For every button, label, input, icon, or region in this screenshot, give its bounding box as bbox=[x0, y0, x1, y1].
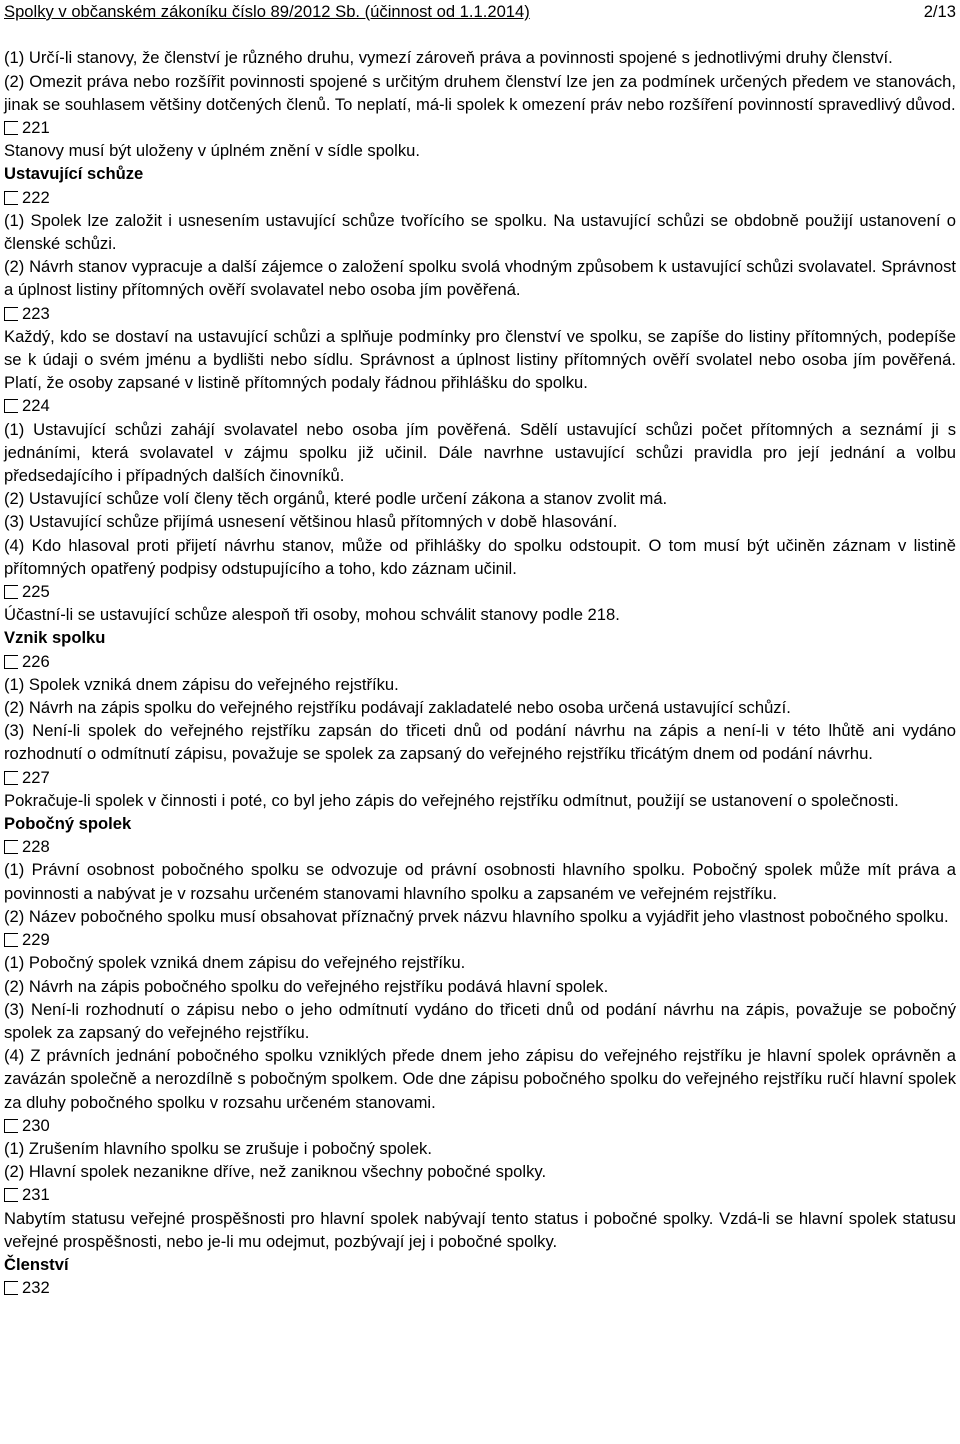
section-number bbox=[4, 186, 956, 209]
paragraph: (4) Z právních jednání pobočného spolku vzniklých přede dnem jeho zápisu do veřejného rejstříku je hlavní spolek oprávněn a zavázán společně a nerozdílně s pobočným spolkem. Ode dne zápisu pobočného spolku do veřejného rejstříku ručí hlavní spolek za dluhy pobočného spolku v rozsahu určeném stanovami. bbox=[4, 1046, 956, 1112]
paragraph: (2) Hlavní spolek nezanikne dříve, než zaniknou všechny pobočné spolky. bbox=[4, 1162, 547, 1182]
paragraph: (2) Návrh na zápis pobočného spolku do veřejného rejstříku podává hlavní spolek. bbox=[4, 976, 609, 996]
section-heading: Pobočný spolek bbox=[4, 814, 132, 834]
section-number bbox=[4, 766, 956, 789]
paragraph: (4) Kdo hlasoval proti přijetí návrhu stanov, může od přihlášky do spolku odstoupit. O tom musí být učiněn záznam v listině přítomných opatřený podpisy odstupujícího a toho, kdo záznam učinil. bbox=[4, 535, 956, 578]
paragraph: (3) Není-li rozhodnutí o zápisu nebo o jeho odmítnutí vydáno do třiceti dnů od podání návrhu na zápis, považuje se pobočný spolek za zapsaný do veřejného rejstříku. bbox=[4, 999, 956, 1042]
section-sign-icon bbox=[4, 771, 18, 785]
section-number-text: 222 bbox=[22, 187, 50, 207]
section-heading: Vznik spolku bbox=[4, 628, 106, 648]
paragraph: (1) Spolek vzniká dnem zápisu do veřejného rejstříku. bbox=[4, 674, 399, 694]
section-sign-icon bbox=[4, 191, 18, 205]
section-sign-icon bbox=[4, 655, 18, 669]
section-number bbox=[4, 116, 956, 139]
section-number bbox=[4, 650, 956, 673]
section-number-text: 221 bbox=[22, 117, 50, 137]
paragraph: Nabytím statusu veřejné prospěšnosti pro hlavní spolek nabývají tento status i pobočné spolky. Vzdá-li se hlavní spolek statusu veřejné prospěšnosti, nebo je-li mu odejmut, pozbývají jej i pobočné spolky. bbox=[4, 1208, 956, 1251]
paragraph: (1) Určí-li stanovy, že členství je různého druhu, vymezí zároveň práva a povinnosti spojené s jednotlivými druhy členství. bbox=[4, 48, 893, 68]
paragraph: (1) Ustavující schůzi zahájí svolavatel nebo osoba jím pověřená. Sdělí ustavující schůzi počet přítomných a seznámí ji s jednáními, která svolavatel v zájmu spolku již učinil. Dále navrhne ustavující schůzi pravidla pro její jednání a volbu předsedajícího i případných dalších činovníků. bbox=[4, 419, 956, 486]
section-number-text: 231 bbox=[22, 1185, 50, 1205]
section-sign-icon bbox=[4, 1281, 18, 1295]
section-sign-icon bbox=[4, 933, 18, 947]
section-number bbox=[4, 928, 956, 951]
paragraph: (3) Není-li spolek do veřejného rejstříku zapsán do třiceti dnů od podání návrhu na zápis a není-li v této lhůtě ani vydáno rozhodnutí o odmítnutí zápisu, považuje se spolek za zapsaný do veřejného rejstříku třicátým dnem od podání návrhu. bbox=[4, 721, 956, 764]
section-number-text: 227 bbox=[22, 767, 50, 787]
section-heading: Členství bbox=[4, 1254, 69, 1274]
section-number-text: 228 bbox=[22, 837, 50, 857]
paragraph: Účastní-li se ustavující schůze alespoň tři osoby, mohou schválit stanovy podle 218. bbox=[4, 605, 620, 625]
section-sign-icon bbox=[4, 840, 18, 854]
section-sign-icon bbox=[4, 585, 18, 599]
paragraph: Každý, kdo se dostaví na ustavující schůzi a splňuje podmínky pro členství ve spolku, se zapíše do listiny přítomných, podepíše se k údaji o svém jménu a bydlišti nebo sídlu. Správnost a úplnost listiny přítomných ověří svolatel nebo osoba jím pověřená. Platí, že osoby zapsané v listině přítomných podaly řádnou přihlášku do spolku. bbox=[4, 326, 956, 393]
section-heading: Ustavující schůze bbox=[4, 164, 144, 184]
section-number-text: 224 bbox=[22, 396, 50, 416]
page-header bbox=[4, 0, 956, 23]
section-number-text: 223 bbox=[22, 303, 50, 323]
section-number bbox=[4, 1114, 956, 1137]
paragraph: (1) Pobočný spolek vzniká dnem zápisu do veřejného rejstříku. bbox=[4, 953, 466, 973]
paragraph: Stanovy musí být uloženy v úplném znění v sídle spolku. bbox=[4, 141, 420, 161]
section-number bbox=[4, 1276, 956, 1299]
section-sign-icon bbox=[4, 121, 18, 135]
paragraph: (2) Omezit práva nebo rozšířit povinnosti spojené s určitým druhem členství lze jen za podmínek určených předem ve stanovách, jinak se souhlasem většiny dotčených členů. To neplatí, má-li spolek k omezení práv nebo rozšíření povinností spravedlivý důvod. bbox=[4, 71, 956, 114]
section-number-text: 225 bbox=[22, 582, 50, 602]
section-number-text: 229 bbox=[22, 930, 50, 950]
document-title: Spolky v občanském zákoníku číslo 89/2012 Sb. (účinnost od 1.1.2014) bbox=[4, 2, 530, 21]
paragraph: (1) Právní osobnost pobočného spolku se odvozuje od právní osobnosti hlavního spolku. Pobočný spolek může mít práva a povinnosti a nabývat je v rozsahu určeném stanovami hlavního spolku a zapsaném ve veřejném rejstříku. bbox=[4, 860, 956, 903]
section-number-text: 232 bbox=[22, 1278, 50, 1298]
section-sign-icon bbox=[4, 1188, 18, 1202]
section-number bbox=[4, 835, 956, 858]
section-number bbox=[4, 1183, 956, 1206]
section-number bbox=[4, 394, 956, 417]
section-sign-icon bbox=[4, 399, 18, 413]
document-body bbox=[4, 46, 956, 1299]
section-number bbox=[4, 302, 956, 325]
paragraph: (2) Návrh na zápis spolku do veřejného rejstříku podávají zakladatelé nebo osoba určená ustavující schůzí. bbox=[4, 698, 791, 718]
paragraph: (2) Návrh stanov vypracuje a další zájemce o založení spolku svolá vhodným způsobem k ustavující schůzi svolavatel. Správnost a úplnost listiny přítomných ověří svolavatel nebo osoba jím pověřená. bbox=[4, 257, 956, 300]
paragraph: (1) Zrušením hlavního spolku se zrušuje i pobočný spolek. bbox=[4, 1138, 432, 1158]
paragraph: (3) Ustavující schůze přijímá usnesení většinou hlasů přítomných v době hlasování. bbox=[4, 512, 618, 532]
document-page bbox=[4, 0, 956, 1299]
section-number-text: 230 bbox=[22, 1115, 50, 1135]
section-sign-icon bbox=[4, 307, 18, 321]
paragraph: Pokračuje-li spolek v činnosti i poté, co byl jeho zápis do veřejného rejstříku odmítnut, použijí se ustanovení o společnosti. bbox=[4, 790, 899, 810]
page-number: 2/13 bbox=[923, 2, 956, 21]
paragraph: (2) Název pobočného spolku musí obsahovat příznačný prvek názvu hlavního spolku a vyjádřit jeho vlastnost pobočného spolku. bbox=[4, 906, 949, 926]
section-number bbox=[4, 580, 956, 603]
section-number-text: 226 bbox=[22, 651, 50, 671]
paragraph: (1) Spolek lze založit i usnesením ustavující schůze tvořícího se spolku. Na ustavující schůzi se obdobně použijí ustanovení o členské schůzi. bbox=[4, 210, 956, 253]
paragraph: (2) Ustavující schůze volí členy těch orgánů, které podle určení zákona a stanov zvolit má. bbox=[4, 489, 668, 509]
section-sign-icon bbox=[4, 1119, 18, 1133]
